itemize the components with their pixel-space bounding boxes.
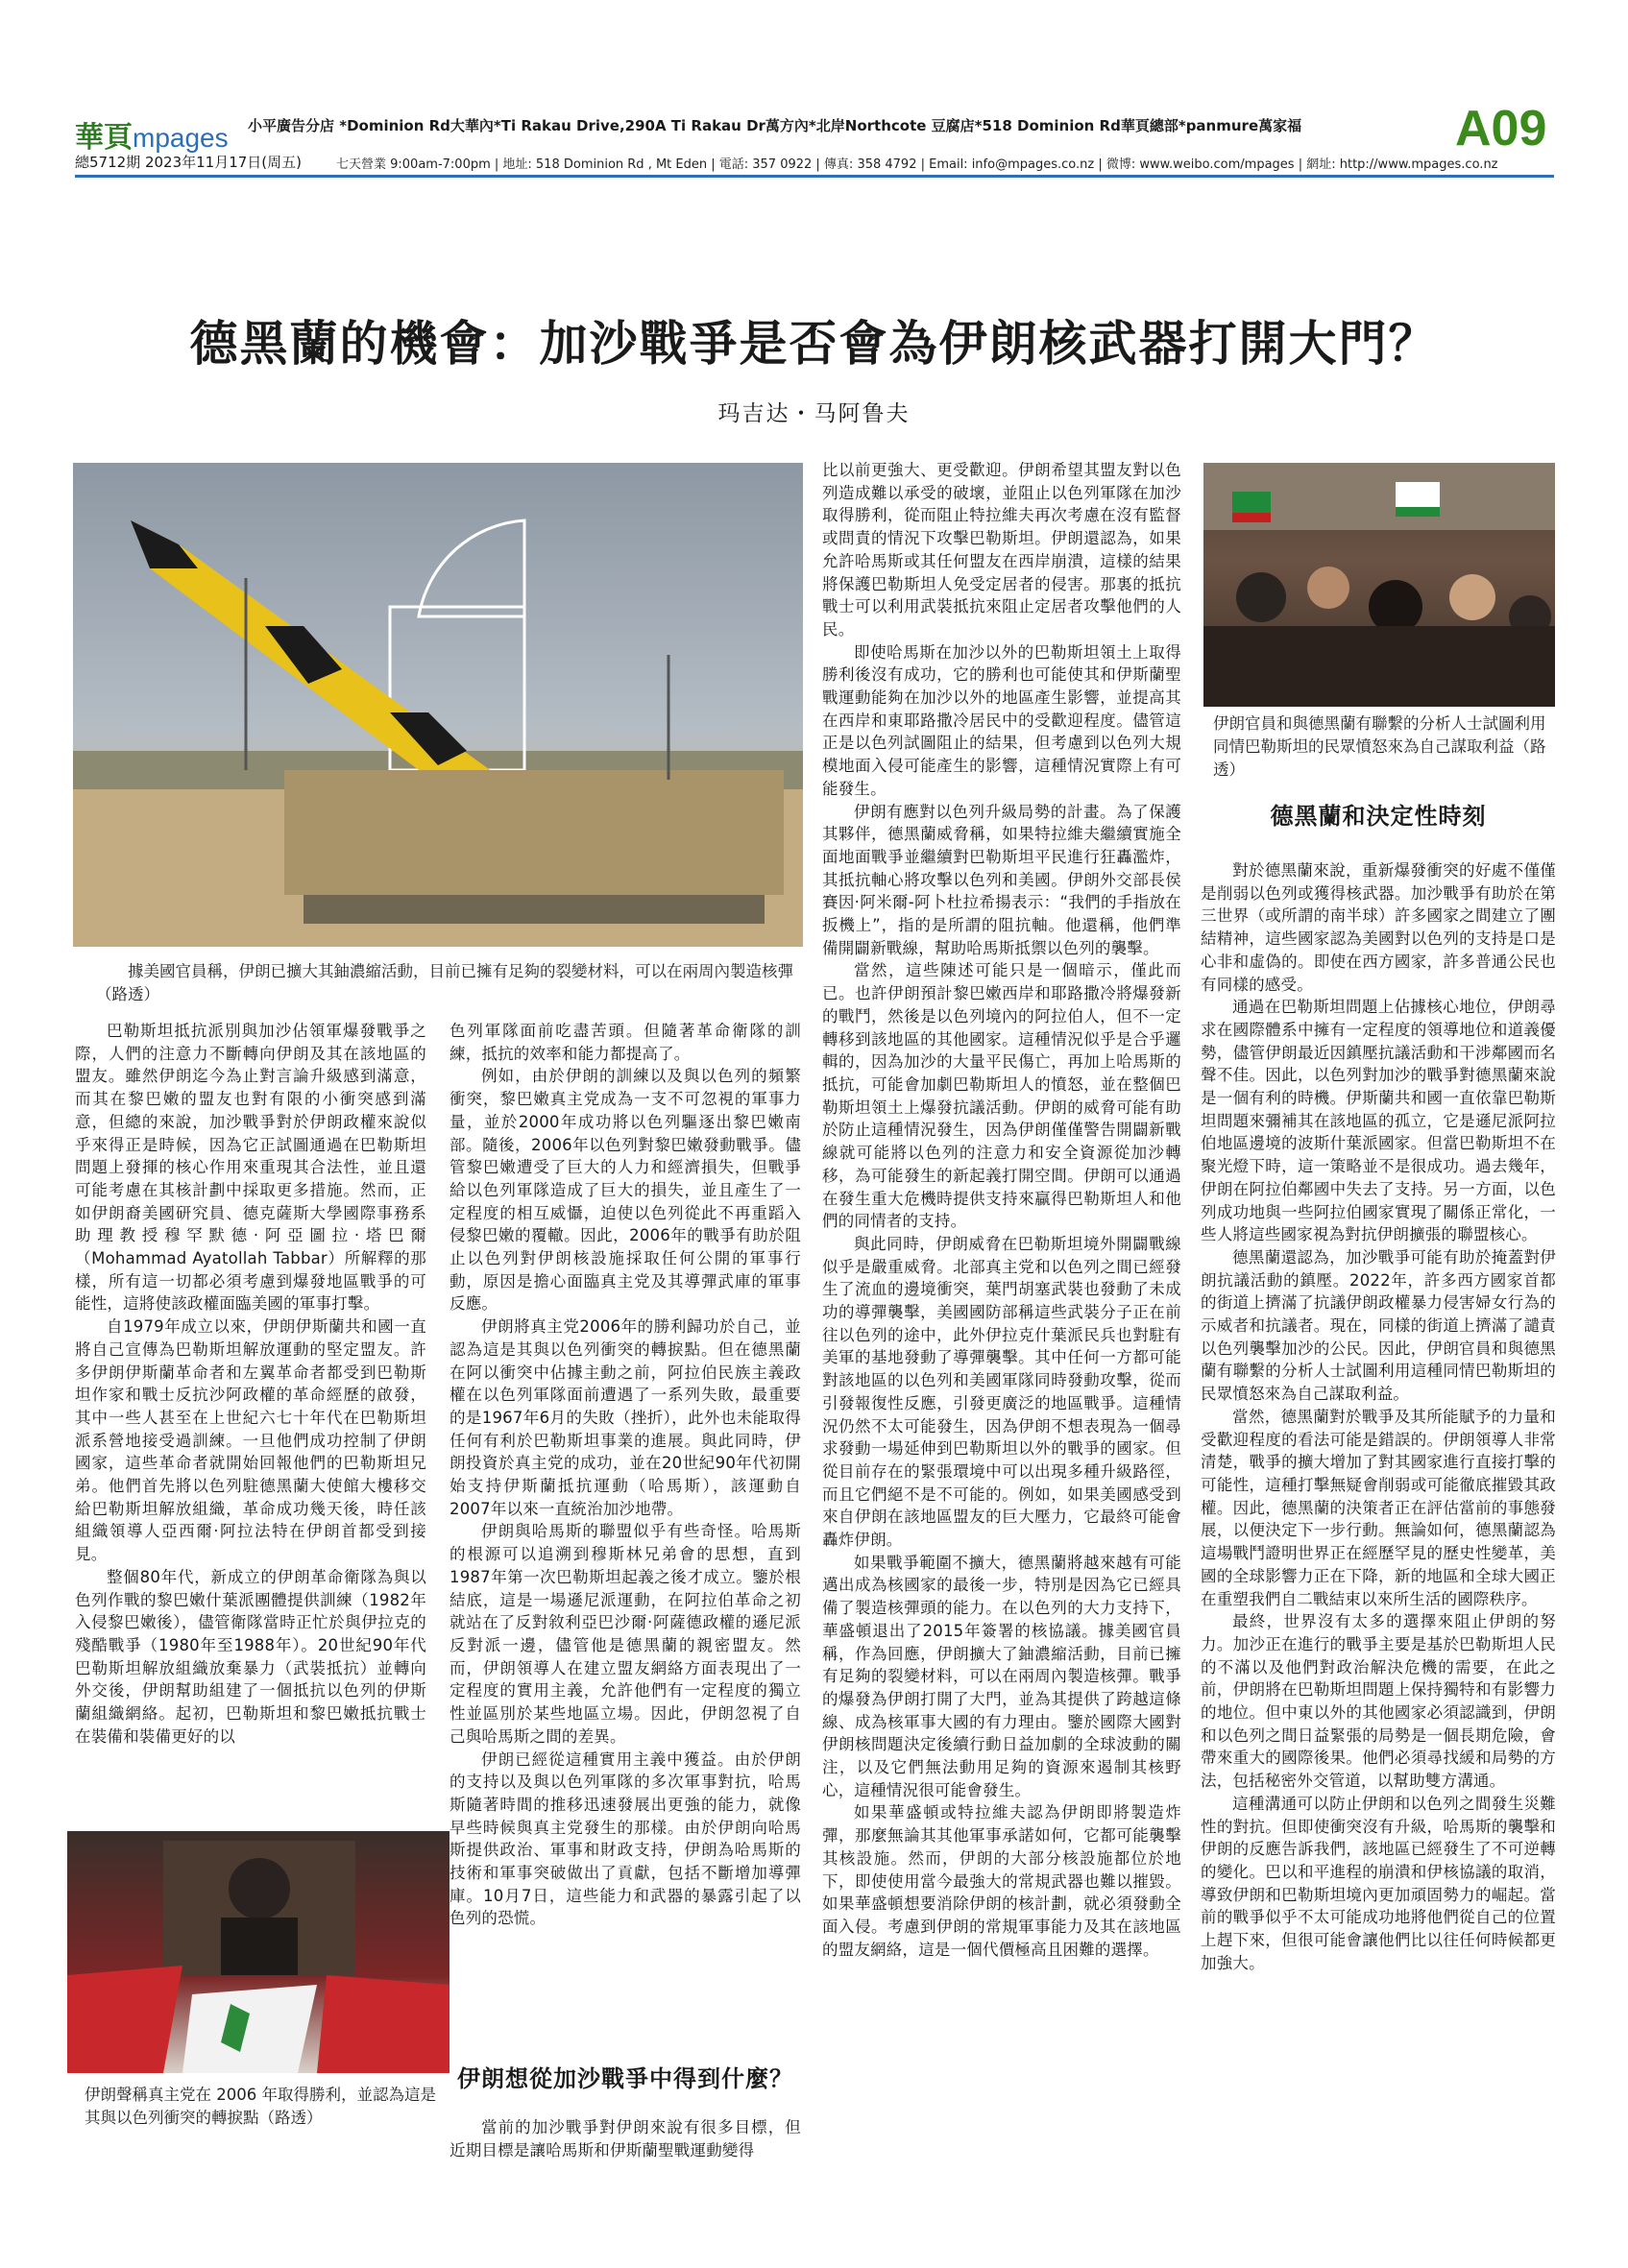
paragraph: 伊朗將真主党2006年的勝利歸功於自己，並認為這是其與以色列衝突的轉捩點。但在德黑蘭在阿以衝突中佔據主動之前，阿拉伯民族主義政權在以色列軍隊面前遭遇了一系列失敗，最重要的是1967年6月的失敗（挫折），此外也未能取得任何有利於巴勒斯坦事業的進展。與此同時，伊朗投資於真主党的成功，並在20世紀90年代初開始支持伊斯蘭抵抗運動（哈馬斯），該運動自2007年以來一直統治加沙地帶。 (450, 1317, 801, 1518)
paragraph: 這種溝通可以防止伊朗和以色列之間發生災難性的對抗。但即使衝突沒有升級，哈馬斯的襲擊和伊朗的反應告訴我們，該地區已經發生了不可逆轉的變化。巴以和平進程的崩潰和伊核協議的取消，導致伊朗和巴勒斯坦境內更加頑固勢力的崛起。當前的戰爭似乎不太可能成功地將他們從自己的位置上趕下來，但很可能會讓他們比以往任何時候都更加強大。 (1201, 1794, 1556, 1972)
column-3 (822, 459, 1181, 1961)
paragraph: 比以前更強大、更受歡迎。伊朗希望其盟友對以色列造成難以承受的破壞，並阻止以色列軍隊在加沙取得勝利，從而阻止特拉維夫再次考慮在沒有監督或問責的情況下攻擊巴勒斯坦。伊朗還認為，如果允許哈馬斯或其任何盟友在西岸崩潰，這樣的結果將保護巴勒斯坦人免受定居者的侵害。那裏的抵抗戰士可以利用武裝抵抗來阻止定居者攻擊他們的人民。 (822, 461, 1181, 639)
leader-photo (67, 1831, 450, 2073)
leader-caption: 伊朗聲稱真主党在 2006 年取得勝利，並認為這是其與以色列衝突的轉捩點（路透） (85, 2086, 436, 2127)
logo-en: mpages (133, 123, 229, 153)
paragraph: 巴勒斯坦抵抗派別與加沙佔領軍爆發戰爭之際，人們的注意力不斷轉向伊朗及其在該地區的盟友。雖然伊朗迄今為止對言論升級感到滿意，而其在黎巴嫩的盟友也對有限的小衝突感到滿意，但總的來說，加沙戰爭對於伊朗政權來說似乎來得正是時候，因為它正試圖通過在巴勒斯坦問題上發揮的核心作用來重現其合法性，並且還可能考慮在其核計劃中採取更多措施。然而，正如伊朗裔美國研究員、德克薩斯大學國際事務系助理教授穆罕默德·阿亞圖拉·塔巴爾（Mohammad Ayatollah Tabbar）所解釋的那樣，所有這一切都必須考慮到爆發地區戰爭的可能性，這將使該政權面臨美國的軍事打擊。 (75, 1022, 426, 1314)
contact-info: 七天營業 9:00am-7:00pm | 地址: 518 Dominion Rd , Mt Eden | 電話: 357 0922 | 傳真: 358 4792 | Email: info@mpages.co.nz | 微博: www.weibo.com/mpages | 網址: http://www.mpages.co.nz (336, 157, 1498, 172)
branch-list: 小平廣告分店 *Dominion Rd大華內*Ti Rakau Drive,290A Ti Rakau Dr萬方內*北岸Northcote 豆腐店*518 Dominion Rd華頁總部*panmure萬家福 (248, 117, 1302, 134)
masthead-logo (75, 113, 229, 156)
paragraph: 自1979年成立以來，伊朗伊斯蘭共和國一直將自己宣傳為巴勒斯坦解放運動的堅定盟友。許多伊朗伊斯蘭革命者和左翼革命者都受到巴勒斯坦作家和戰士反抗沙阿政權的革命經歷的啟發，其中一些人甚至在上世紀六七十年代在巴勒斯坦派系營地接受過訓練。一旦他們成功控制了伊朗國家，這些革命者就開始回報他們的巴勒斯坦兄弟。他們首先將以色列駐德黑蘭大使館大樓移交給巴勒斯坦解放組織，革命成功幾天後，時任該組織領導人亞西爾·阿拉法特在伊朗首都受到接見。 (75, 1317, 426, 1564)
paragraph: 色列軍隊面前吃盡苦頭。但隨著革命衛隊的訓練，抵抗的效率和能力都提高了。 (450, 1022, 801, 1063)
crowd-photo (1203, 463, 1555, 707)
crowd-caption: 伊朗官員和與德黑蘭有聯繫的分析人士試圖利用同情巴勒斯坦的民眾憤怒來為自己謀取利益（路透） (1213, 714, 1546, 779)
header-rule (75, 175, 1554, 178)
paragraph: 與此同時，伊朗威脅在巴勒斯坦境外開闢戰線似乎是嚴重威脅。北部真主党和以色列之間已經發生了流血的邊境衝突，葉門胡塞武裝也發動了未成功的導彈襲擊，美國國防部稱這些武裝分子正在前往以色列的途中，此外伊拉克什葉派民兵也對駐有美軍的基地發動了導彈襲擊。其中任何一方都可能對該地區的以色列和美國軍隊同時發動攻擊，從而引發報復性反應，引發更廣泛的地區戰爭。這種情況仍然不太可能發生，因為伊朗不想表現為一個尋求發動一場延伸到巴勒斯坦以外的戰爭的國家。但從目前存在的緊張環境中可以出現多種升級路徑，而且它們絕不是不可能的。例如，如果美國感受到來自伊朗在該地區盟友的巨大壓力，它最終可能會轟炸伊朗。 (822, 1234, 1181, 1550)
column-1 (75, 1020, 426, 1749)
paragraph: 伊朗有應對以色列升級局勢的計畫。為了保護其夥伴，德黑蘭威脅稱，如果特拉維夫繼續實施全面地面戰爭並繼續對巴勒斯坦平民進行狂轟濫炸，其抵抗軸心將攻擊以色列和美國。伊朗外交部長侯賽因·阿米爾-阿卜杜拉希揚表示：“我們的手指放在扳機上”，指的是所謂的阻抗軸。他還稱，他們準備開闢新戰線，幫助哈馬斯抵禦以色列的襲擊。 (822, 802, 1181, 957)
paragraph: 即使哈馬斯在加沙以外的巴勒斯坦領土上取得勝利後沒有成功，它的勝利也可能使其和伊斯蘭聖戰運動能夠在加沙以外的地區產生影響，並提高其在西岸和東耶路撒冷居民中的受歡迎程度。儘管這正是以色列試圖阻止的結果，但考慮到以色列大規模地面入侵可能產生的影響，這種情況實際上有可能發生。 (822, 642, 1181, 798)
article-title: 德黑蘭的機會：加沙戰爭是否會為伊朗核武器打開大門？ (189, 316, 1439, 372)
missile-caption: 據美國官員稱，伊朗已擴大其鈾濃縮活動，目前已擁有足夠的裂變材料，可以在兩周內製造核彈（路透） (96, 962, 793, 1003)
logo-cn: 華頁 (75, 122, 133, 154)
leader-illustration (67, 1831, 450, 2073)
missile-photo (73, 463, 803, 947)
paragraph: 最終，世界沒有太多的選擇來阻止伊朗的努力。加沙正在進行的戰爭主要是基於巴勒斯坦人民的不滿以及他們對政治解決危機的需要，在此之前，伊朗將在巴勒斯坦問題上保持獨特和有影響力的地位。但中東以外的其他國家必須認識到，伊朗和以色列之間日益緊張的局勢是一個長期危險，會帶來重大的國際後果。他們必須尋找緩和局勢的方法，包括秘密外交管道，以幫助雙方溝通。 (1201, 1612, 1556, 1791)
paragraph: 當然，德黑蘭對於戰爭及其所能賦予的力量和受歡迎程度的看法可能是錯誤的。伊朗領導人非常清楚，戰爭的擴大增加了對其國家進行直接打擊的可能性，這種打擊無疑會削弱或可能徹底摧毀其政權。因此，德黑蘭的決策者正在評估當前的事態發展，以便決定下一步行動。無論如何，德黑蘭認為這場戰鬥證明世界正在經歷罕見的歷史性變革，美國的全球影響力正在下降，新的地區和全球大國正在重塑我們自二戰結束以來所生活的國際秩序。 (1201, 1407, 1556, 1608)
paragraph: 通過在巴勒斯坦問題上佔據核心地位，伊朗尋求在國際體系中擁有一定程度的領導地位和道義優勢，儘管伊朗最近因鎮壓抗議活動和干涉鄰國而名聲不佳。因此，以色列對加沙的戰爭對德黑蘭來說是一個有利的時機。伊斯蘭共和國一直依靠巴勒斯坦問題來彌補其在該地區的孤立，它是遜尼派阿拉伯地區邊境的波斯什葉派國家。但當巴勒斯坦不在聚光燈下時，這一策略並不是很成功。過去幾年，伊朗在阿拉伯鄰國中失去了支持。另一方面，以色列成功地與一些阿拉伯國家實現了關係正常化，一些人將這些國家視為對抗伊朗擴張的聯盟核心。 (1201, 998, 1556, 1244)
column-2 (450, 1020, 801, 1930)
paragraph: 德黑蘭還認為，加沙戰爭可能有助於掩蓋對伊朗抗議活動的鎮壓。2022年，許多西方國家首都的街道上擠滿了抗議伊朗政權暴力侵害婦女行為的示威者和抗議者。現在，同樣的街道上擠滿了譴責以色列襲擊加沙的公民。因此，伊朗官員和與德黑蘭有聯繫的分析人士試圖利用這種同情巴勒斯坦的民眾憤怒來為自己謀取利益。 (1201, 1247, 1556, 1404)
missile-illustration (73, 463, 803, 947)
paragraph: 例如，由於伊朗的訓練以及與以色列的頻繁衝突，黎巴嫩真主党成為一支不可忽視的軍事力量，並於2000年成功將以色列驅逐出黎巴嫩南部。隨後，2006年以色列對黎巴嫩發動戰爭。儘管黎巴嫩遭受了巨大的人力和經濟損失，但戰爭給以色列軍隊造成了巨大的損失，並且產生了一定程度的相互威懾，迫使以色列從此不再重蹈入侵黎巴嫩的覆轍。因此，2006年的戰爭有助於阻止以色列對伊朗核設施採取任何公開的軍事行動，原因是擔心面臨真主党及其導彈武庫的軍事反應。 (450, 1067, 801, 1314)
paragraph: 整個80年代，新成立的伊朗革命衛隊為與以色列作戰的黎巴嫩什葉派團體提供訓練（1982年入侵黎巴嫩後），儘管衛隊當時正忙於與伊拉克的殘酷戰爭（1980年至1988年）。20世紀90年代巴勒斯坦解放組織放棄暴力（武裝抵抗）並轉向外交後，伊朗幫助組建了一個抵抗以色列的伊斯蘭組織網絡。起初，巴勒斯坦和黎巴嫩抵抗戰士在裝備和裝備更好的以 (75, 1567, 426, 1746)
subhead-iran-wants: 伊朗想從加沙戰爭中得到什麼？ (457, 2065, 793, 2092)
column-4 (1201, 859, 1556, 1974)
paragraph: 如果戰爭範圍不擴大，德黑蘭將越來越有可能邁出成為核國家的最後一步，特別是因為它已經具備了製造核彈頭的能力。在以色列的大力支持下，華盛頓退出了2015年簽署的核協議。據美國官員稱，作為回應，伊朗擴大了鈾濃縮活動，目前已擁有足夠的裂變材料，可以在兩周內製造核彈。戰爭的爆發為伊朗打開了大門，並為其提供了跨越這條線、成為核軍事大國的有力理由。鑒於國際大國對伊朗核問題決定後續行動日益加劇的全球波動的關注，以及它們無法動用足夠的資源來遏制其核野心，這種情況很可能會發生。 (822, 1553, 1181, 1799)
crowd-illustration (1203, 463, 1555, 707)
paragraph: 伊朗已經從這種實用主義中獲益。由於伊朗的支持以及與以色列軍隊的多次軍事對抗，哈馬斯隨著時間的推移迅速發展出更強的能力，就像早些時候與真主党發生的那樣。由於伊朗向哈馬斯提供政治、軍事和財政支持，伊朗為哈馬斯的技術和軍事突破做出了貢獻，包括不斷增加導彈庫。10月7日，這些能力和武器的暴露引起了以色列的恐慌。 (450, 1749, 801, 1928)
column-2-tail (450, 2116, 801, 2161)
paragraph: 伊朗與哈馬斯的聯盟似乎有些奇怪。哈馬斯的根源可以追溯到穆斯林兄弟會的思想，直到1987年第一次巴勒斯坦起義之後才成立。鑒於根結底，這是一場遜尼派運動，在阿拉伯革命之初就站在了反對敘利亞巴沙爾·阿薩德政權的遜尼派反對派一邊，儘管他是德黑蘭的親密盟友。然而，伊朗領導人在建立盟友網絡方面表現出了一定程度的實用主義，允許他們有一定程度的獨立性並區別於某些地區立場。因此，伊朗忽視了自己與哈馬斯之間的差異。 (450, 1522, 801, 1746)
subhead-tehran-moment: 德黑蘭和決定性時刻 (1270, 803, 1487, 830)
page-number: A09 (1455, 101, 1547, 157)
paragraph: 如果華盛頓或特拉維夫認為伊朗即將製造炸彈，那麼無論其其他軍事承諾如何，它都可能襲擊其核設施。然而，伊朗的大部分核設施都位於地下，即使使用當今最強大的常規武器也難以摧毀。如果華盛頓想要消除伊朗的核計劃，就必須發動全面入侵。考慮到伊朗的常規軍事能力及其在該地區的盟友網絡，這是一個代價極高且困難的選擇。 (822, 1803, 1181, 1959)
paragraph: 當然，這些陳述可能只是一個暗示，僅此而已。也許伊朗預計黎巴嫩西岸和耶路撒冷將爆發新的戰鬥，然後是以色列境內的阿拉伯人，但不一定轉移到該地區的其他國家。這種情況似乎是合乎邏輯的，因為加沙的大量平民傷亡，再加上哈馬斯的抵抗，可能會加劇巴勒斯坦人的憤怒，並在整個巴勒斯坦領土上爆發抗議活動。伊朗的威脅可能有助於防止這種情況發生，因為伊朗僅僅警告開闢新戰線就可能將以色列的注意力和安全資源從加沙轉移，為可能發生的新起義打開空間。伊朗可以通過在發生重大危機時提供支持來贏得巴勒斯坦人和他們的同情者的支持。 (822, 961, 1181, 1231)
paragraph: 對於德黑蘭來說，重新爆發衝突的好處不僅僅是削弱以色列或獲得核武器。加沙戰爭有助於在第三世界（或所謂的南半球）許多國家之間建立了團結精神，這些國家認為美國對以色列的支持是口是心非和虛偽的。即使在西方國家，許多普通公民也有同樣的感受。 (1201, 861, 1556, 994)
byline: 玛吉达・马阿鲁夫 (717, 401, 911, 426)
paragraph: 當前的加沙戰爭對伊朗來說有很多目標，但近期目標是讓哈馬斯和伊斯蘭聖戰運動變得 (450, 2118, 801, 2159)
issue-date: 總5712期 2023年11月17日(周五) (75, 154, 302, 171)
